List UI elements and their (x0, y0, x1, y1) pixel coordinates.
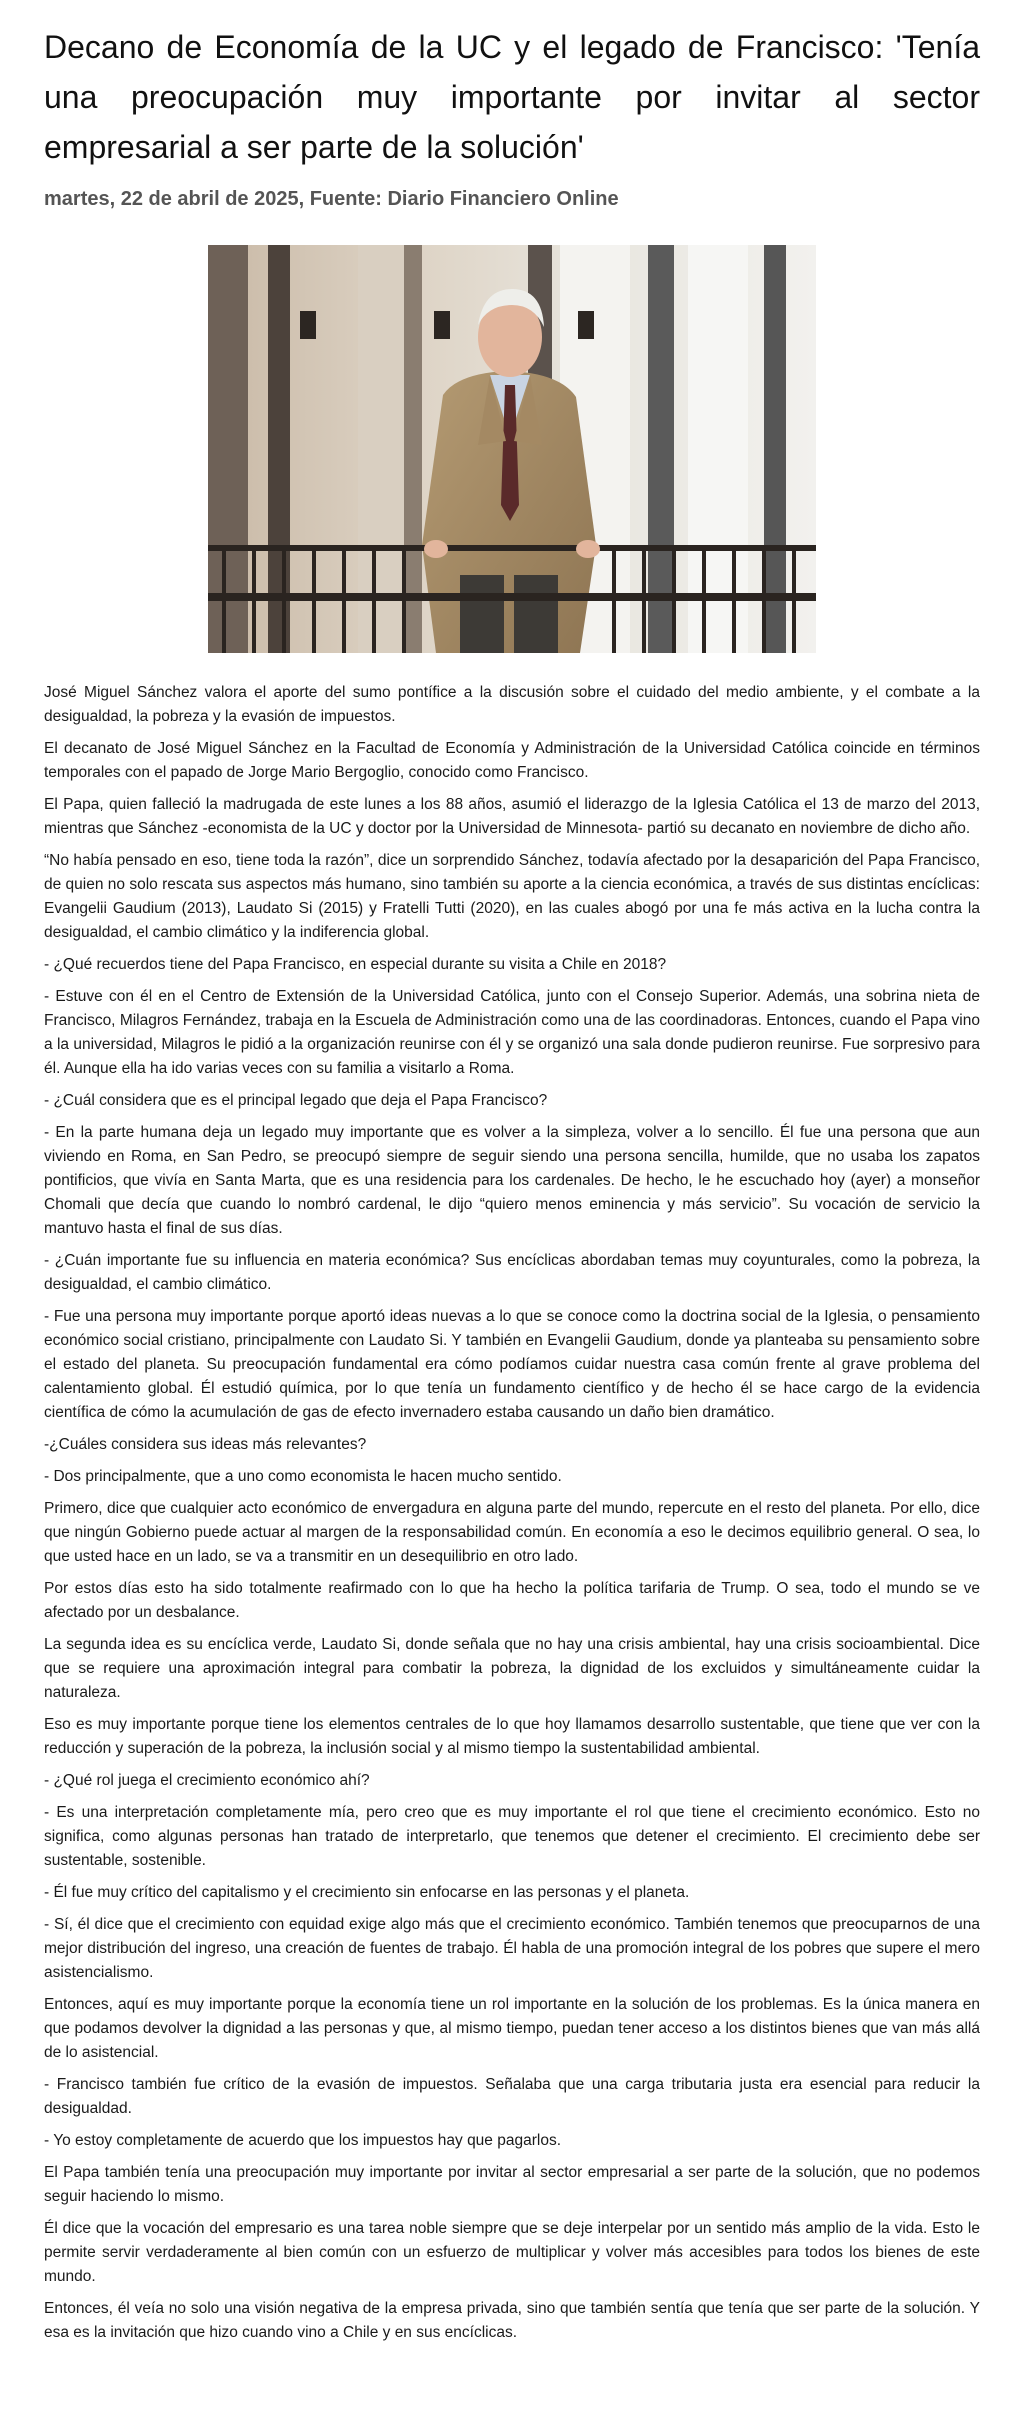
article-paragraph: - ¿Cuán importante fue su influencia en materia económica? Sus encíclicas abordaban temas muy coyunturales, como la pobreza, la desigualdad, el cambio climático. (44, 1252, 980, 1293)
article-paragraph: - Sí, él dice que el crecimiento con equidad exige algo más que el crecimiento económico. También tenemos que preocuparnos de una mejor distribución del ingreso, una creación de fuentes de trabajo. Él habla de una promoción integral de los pobres que supere el mero asistencialismo. (44, 1916, 980, 1981)
article-paragraph: - Estuve con él en el Centro de Extensión de la Universidad Católica, junto con el Consejo Superior. Además, una sobrina nieta de Francisco, Milagros Fernández, trabaja en la Escuela de Administración como una de las coordinadoras. Entonces, cuando el Papa vino a la universidad, Milagros le pidió a la organización reunirse con él y se organizó una sala donde pudieron reunirse. Fue sorpresivo para él. Aunque ella ha ido varias veces con su familia a visitarlo a Roma. (44, 988, 980, 1077)
article-paragraph: - En la parte humana deja un legado muy importante que es volver a la simpleza, volver a lo sencillo. Él fue una persona que aun viviendo en Roma, en San Pedro, se preocupó siempre de seguir siendo una persona sencilla, humilde, que no usaba los zapatos pontificios, que vivía en Santa Marta, que es una residencia para los cardenales. De hecho, le he escuchado hoy (ayer) a monseñor Chomali que decía que cuando lo nombró cardenal, le dijo “quiero menos eminencia y más servicio”. Su vocación de servicio la mantuvo hasta el final de sus días. (44, 1124, 980, 1237)
article-paragraph: “No había pensado en eso, tiene toda la razón”, dice un sorprendido Sánchez, todavía afectado por la desaparición del Papa Francisco, de quien no solo rescata sus aspectos más humano, sino también su aporte a la ciencia económica, a través de sus distintas encíclicas: Evangelii Gaudium (2013), Laudato Si (2015) y Fratelli Tutti (2020), en las cuales abogó por una fe más activa en la lucha contra la desigualdad, el cambio climático y la indiferencia global. (44, 852, 980, 941)
article (44, 0, 980, 2345)
article-paragraph: La segunda idea es su encíclica verde, Laudato Si, donde señala que no hay una crisis ambiental, hay una crisis socioambiental. Dice que se requiere una aproximación integral para combatir la pobreza, la dignidad de los excluidos y simultáneamente cuidar la naturaleza. (44, 1636, 980, 1701)
article-paragraph: - ¿Qué rol juega el crecimiento económico ahí? (44, 1772, 370, 1789)
article-paragraph: - ¿Cuál considera que es el principal legado que deja el Papa Francisco? (44, 1092, 548, 1109)
article-paragraph: El decanato de José Miguel Sánchez en la Facultad de Economía y Administración de la Universidad Católica coincide en términos temporales con el papado de Jorge Mario Bergoglio, conocido como Francisco. (44, 740, 980, 781)
article-paragraph: Primero, dice que cualquier acto económico de envergadura en alguna parte del mundo, repercute en el resto del planeta. Por ello, dice que ningún Gobierno puede actuar al margen de la responsabilidad común. En economía a eso le decimos equilibrio general. O sea, lo que usted hace en un lado, se va a transmitir en un desequilibrio en otro lado. (44, 1500, 980, 1565)
article-paragraph: Por estos días esto ha sido totalmente reafirmado con lo que ha hecho la política tarifaria de Trump. O sea, todo el mundo se ve afectado por un desbalance. (44, 1580, 980, 1621)
article-paragraph: Él dice que la vocación del empresario es una tarea noble siempre que se deje interpelar por un sentido más amplio de la vida. Esto le permite servir verdaderamente al bien común con un esfuerzo de multiplicar y volver más accesibles para todos los bienes de este mundo. (44, 2220, 980, 2285)
article-paragraph: Eso es muy importante porque tiene los elementos centrales de lo que hoy llamamos desarrollo sustentable, que tiene que ver con la reducción y superación de la pobreza, la inclusión social y al mismo tiempo la sustentabilidad ambiental. (44, 1716, 980, 1757)
article-paragraph: Entonces, aquí es muy importante porque la economía tiene un rol importante en la solución de los problemas. Es la única manera en que podamos devolver la dignidad a las personas y que, al mismo tiempo, puedan tener acceso a los distintos bienes que van más allá de lo asistencial. (44, 1996, 980, 2061)
article-paragraph: El Papa también tenía una preocupación muy importante por invitar al sector empresarial a ser parte de la solución, que no podemos seguir haciendo lo mismo. (44, 2164, 980, 2205)
article-paragraph: -¿Cuáles considera sus ideas más relevantes? (44, 1436, 367, 1453)
article-meta: martes, 22 de abril de 2025, Fuente: Diario Financiero Online (44, 188, 619, 210)
portrait-photo-icon (208, 245, 816, 653)
article-paragraph: - Dos principalmente, que a uno como economista le hacen mucho sentido. (44, 1468, 562, 1485)
article-body (44, 681, 980, 2345)
article-paragraph: - Él fue muy crítico del capitalismo y el crecimiento sin enfocarse en las personas y el planeta. (44, 1884, 690, 1901)
article-title: Decano de Economía de la UC y el legado de Francisco: 'Tenía una preocupación muy importante por invitar al sector empresarial a ser parte de la solución' (44, 29, 980, 165)
article-photo (208, 245, 816, 653)
article-paragraph: Entonces, él veía no solo una visión negativa de la empresa privada, sino que también sentía que tenía que ser parte de la solución. Y esa es la invitación que hizo cuando vino a Chile y en sus encíclicas. (44, 2300, 980, 2341)
article-paragraph: José Miguel Sánchez valora el aporte del sumo pontífice a la discusión sobre el cuidado del medio ambiente, y el combate a la desigualdad, la pobreza y la evasión de impuestos. (44, 684, 980, 725)
article-paragraph: - Fue una persona muy importante porque aportó ideas nuevas a lo que se conoce como la doctrina social de la Iglesia, o pensamiento económico social cristiano, principalmente con Laudato Si. Y también en Evangelii Gaudium, donde ya planteaba su pensamiento sobre el estado del planeta. Su preocupación fundamental era cómo podíamos cuidar nuestra casa común frente al grave problema del calentamiento global. Él estudió química, por lo que tenía un fundamento científico y de hecho él se hace cargo de la evidencia científica de cómo la acumulación de gas de efecto invernadero estaba causando un daño bien dramático. (44, 1308, 980, 1421)
article-paragraph: - Es una interpretación completamente mía, pero creo que es muy importante el rol que tiene el crecimiento económico. Esto no significa, como algunas personas han tratado de interpretarlo, que tenemos que detener el crecimiento. El crecimiento debe ser sustentable, sostenible. (44, 1804, 980, 1869)
article-paragraph: - ¿Qué recuerdos tiene del Papa Francisco, en especial durante su visita a Chile en 2018? (44, 956, 667, 973)
article-paragraph: - Yo estoy completamente de acuerdo que los impuestos hay que pagarlos. (44, 2132, 561, 2149)
article-paragraph: - Francisco también fue crítico de la evasión de impuestos. Señalaba que una carga tributaria justa era esencial para reducir la desigualdad. (44, 2076, 980, 2117)
article-paragraph: El Papa, quien falleció la madrugada de este lunes a los 88 años, asumió el liderazgo de la Iglesia Católica el 13 de marzo del 2013, mientras que Sánchez -economista de la UC y doctor por la Universidad de Minnesota- partió su decanato en noviembre de dicho año. (44, 796, 980, 837)
